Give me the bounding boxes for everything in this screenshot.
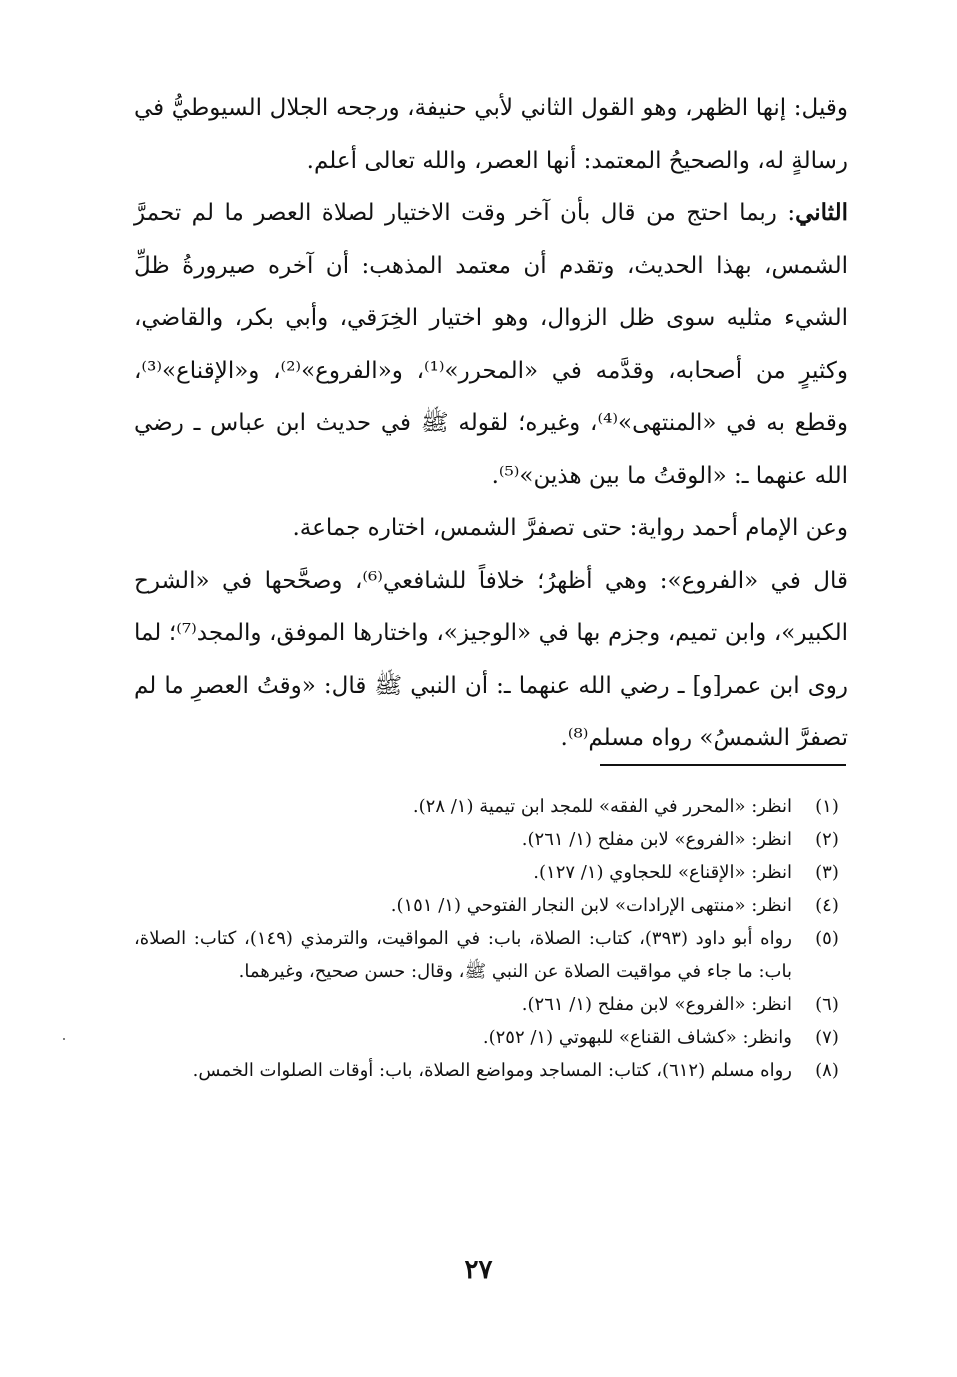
footnote-number: (٧) [815, 1027, 839, 1048]
footnote [134, 823, 850, 856]
footnote [134, 889, 850, 922]
footnote-number: (٣) [815, 862, 839, 883]
footnote-text: انظر: «الإقناع» للحجاوي (١/ ١٢٧). [533, 862, 792, 883]
footnote [134, 1054, 850, 1087]
paragraph-text: : ربما احتج من قال بأن آخر وقت الاختيار لصلاة العصر ما لم تحمرَّ الشمس، بهذا الحديث، وتقدم أن معتمد المذهب: أن آخره صيرورةُ ظلِّ الشيء مثليه سوى ظل الزوال، وهو اختيار الخِرَقي، وأبي بكر، والقاضي، وكثيرٍ من أصحابه، وقدَّمه في «المحرر»⁽¹⁾، و«الفروع»⁽²⁾، و«الإقناع»⁽³⁾، وقطع به في «المنتهى»⁽⁴⁾، وغيره؛ لقوله ﷺ في حديث ابن عباس ـ رضي الله عنهما ـ: «الوقتُ ما بين هذين»⁽⁵⁾. [134, 200, 848, 489]
paragraph: قال في «الفروع»: وهي أظهرُ؛ خلافاً للشافعي⁽⁶⁾، وصحَّحها في «الشرح الكبير»، وابن تميم، وجزم بها في «الوجيز»، واختارها الموفق، والمجد⁽⁷⁾؛ لما روى ابن عمر[و] ـ رضي الله عنهما ـ: أن النبي ﷺ قال: «وقتُ العصرِ ما لم تصفرَّ الشمسُ» رواه مسلم⁽⁸⁾. [134, 567, 848, 751]
footnote-text: رواه مسلم (٦١٢)، كتاب: المساجد ومواضع الصلاة، باب: أوقات الصلوات الخمس. [192, 1060, 792, 1081]
footnote-text: وانظر: «كشاف القناع» للبهوتي (١/ ٢٥٢). [482, 1027, 792, 1048]
footnote-number: (٤) [815, 895, 839, 916]
footnote-text: انظر: «منتهى الإرادات» لابن النجار الفتوحي (١/ ١٥١). [390, 895, 792, 916]
footnote-text: انظر: «الفروع» لابن مفلح (١/ ٢٦١). [521, 994, 792, 1015]
footnote [134, 856, 850, 889]
footnote-number: (٨) [815, 1060, 839, 1081]
paragraph [134, 187, 848, 502]
footnote-text: انظر: «المحرر في الفقه» للمجد ابن تيمية (١/ ٢٨). [412, 796, 792, 817]
page-number: ٢٧ [464, 1255, 493, 1285]
footnote-divider [600, 764, 846, 766]
footnote [134, 790, 850, 823]
footnote [134, 1021, 850, 1054]
footnote-text: رواه أبو داود (٣٩٣)، كتاب: الصلاة، باب: في المواقيت، والترمذي (١٤٩)، كتاب: الصلاة، باب: ما جاء في مواقيت الصلاة عن النبي ﷺ، وقال: حسن صحيح، وغيرهما. [134, 928, 792, 982]
footnote-number: (٥) [815, 928, 839, 949]
main-text [134, 82, 848, 765]
footnote-number: (٢) [815, 829, 839, 850]
footnote-number: (١) [815, 796, 839, 817]
footnote-text: انظر: «الفروع» لابن مفلح (١/ ٢٦١). [521, 829, 792, 850]
scan-speck [63, 1038, 65, 1040]
paragraph: وعن الإمام أحمد رواية: حتى تصفرَّ الشمس، اختاره جماعة. [292, 515, 848, 541]
footnote [134, 988, 850, 1021]
paragraph: وقيل: إنها الظهر، وهو القول الثاني لأبي حنيفة، ورجحه الجلال السيوطيُّ في رسالةٍ له، والصحيحُ المعتمد: أنها العصر، والله تعالى أعلم. [134, 95, 848, 174]
paragraph-heading: الثاني [795, 199, 848, 226]
footnote [134, 922, 850, 988]
footnote-number: (٦) [815, 994, 839, 1015]
footnotes-list [134, 790, 850, 1087]
